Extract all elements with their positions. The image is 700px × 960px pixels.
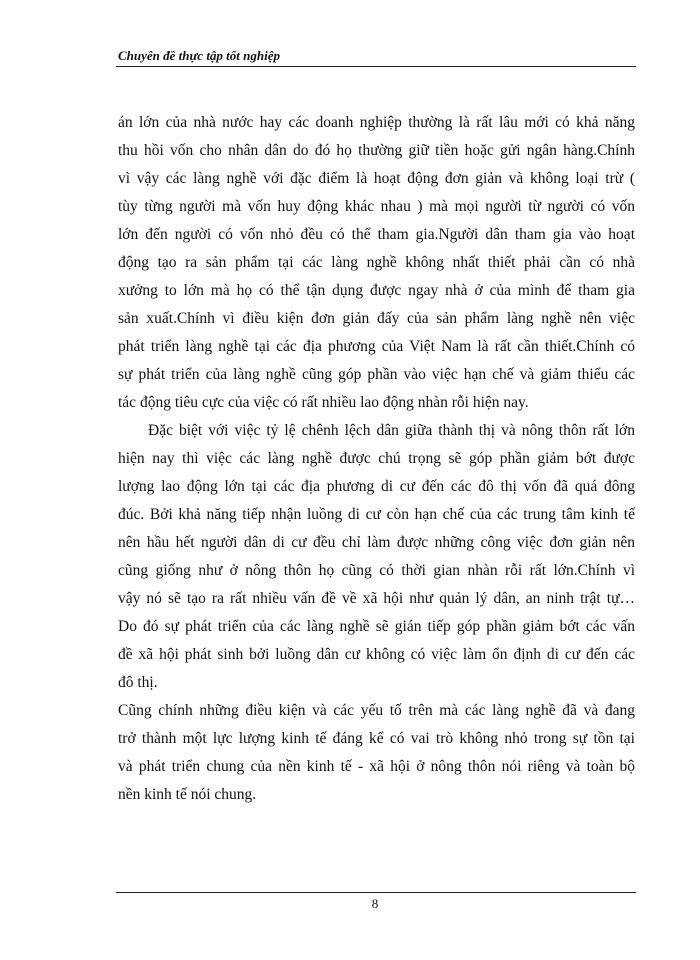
- text-line: án lớn của nhà nước hay các doanh nghiệp thường là rất lâu mới có khả năng: [118, 114, 635, 131]
- text-line: hiện nay thì việc các làng nghề được chú trọng sẽ góp phần giảm bớt được: [118, 450, 635, 467]
- text-line: tùy từng người mà vốn huy động khác nhau ) mà mọi người từ người có vốn: [118, 198, 635, 215]
- text-line: phát triển làng nghề tại các địa phương của Việt Nam là rất cần thiết.Chính có: [118, 338, 635, 355]
- text-line: Đặc biệt với việc tỷ lệ chênh lệch dân giữa thành thị và nông thôn rất lớn: [148, 422, 635, 439]
- page-number: 8: [371, 896, 379, 911]
- text-line: Cũng chính những điều kiện và các yếu tố trên mà các làng nghề đã và đang: [118, 702, 635, 719]
- text-line: đúc. Bởi khả năng tiếp nhận luồng di cư còn hạn chế của các trung tâm kinh tế: [118, 506, 635, 523]
- text-line: cũng giống như ở nông thôn họ cũng có thời gian nhàn rỗi rất lớn.Chính vì: [118, 562, 635, 579]
- text-line: và phát triển chung của nền kinh tế - xã hội ở nông thôn nói riêng và toàn bộ: [118, 758, 635, 775]
- text-line: động tạo ra sản phẩm tại các làng nghề không nhất thiết phải cần có nhà: [118, 254, 635, 271]
- text-line: sản xuất.Chính vì điều kiện đơn giản đấy của sản phẩm làng nghề nên việc: [118, 310, 635, 327]
- paragraph: [118, 417, 635, 697]
- header-title: Chuyên đề thực tập tốt nghiệp: [118, 48, 280, 63]
- header-divider: [116, 66, 636, 67]
- text-line: lượng lao động lớn tại các địa phương di cư đến các đô thị vốn đã quá đông: [118, 478, 635, 495]
- paragraph: [118, 697, 635, 809]
- text-line: Do đó sự phát triển của các làng nghề sẽ gián tiếp góp phần giảm bớt các vấn: [118, 618, 635, 635]
- text-line: đô thị.: [118, 674, 158, 691]
- text-line: trở thành một lực lượng kinh tế đáng kể có vai trò không nhỏ trong sự tồn tại: [118, 730, 635, 747]
- text-line: lớn đến người có vốn nhỏ đều có thể tham gia.Người dân tham gia vào hoạt: [118, 226, 635, 243]
- text-line: đề xã hội phát sinh bởi luồng dân cư không có việc làm ổn định di cư đến các: [118, 646, 635, 663]
- paragraph: [118, 109, 635, 417]
- text-line: vậy nó sẽ tạo ra rất nhiều vấn đề về xã hội như quản lý dân, an ninh trật tự…: [118, 590, 635, 607]
- footer-divider: [116, 892, 636, 893]
- text-line: thu hồi vốn cho nhân dân do đó họ thường giữ tiền hoặc gửi ngân hàng.Chính: [118, 142, 635, 159]
- text-line: nền kinh tế nói chung.: [118, 786, 257, 803]
- text-line: vì vậy các làng nghề với đặc điểm là hoạt động đơn giản và không loại trừ (: [118, 170, 635, 187]
- body-text: [118, 109, 635, 809]
- text-line: tác động tiêu cực của việc có rất nhiều lao động nhàn rỗi hiện nay.: [118, 394, 529, 411]
- text-line: sự phát triển của làng nghề cũng góp phần vào việc hạn chế và giảm thiểu các: [118, 366, 635, 383]
- text-line: xưởng to lớn mà họ có thể tận dụng được ngay nhà ở của mình để tham gia: [118, 282, 635, 299]
- text-line: nên hầu hết người dân di cư đều chỉ làm được những công việc đơn giản nên: [118, 534, 635, 551]
